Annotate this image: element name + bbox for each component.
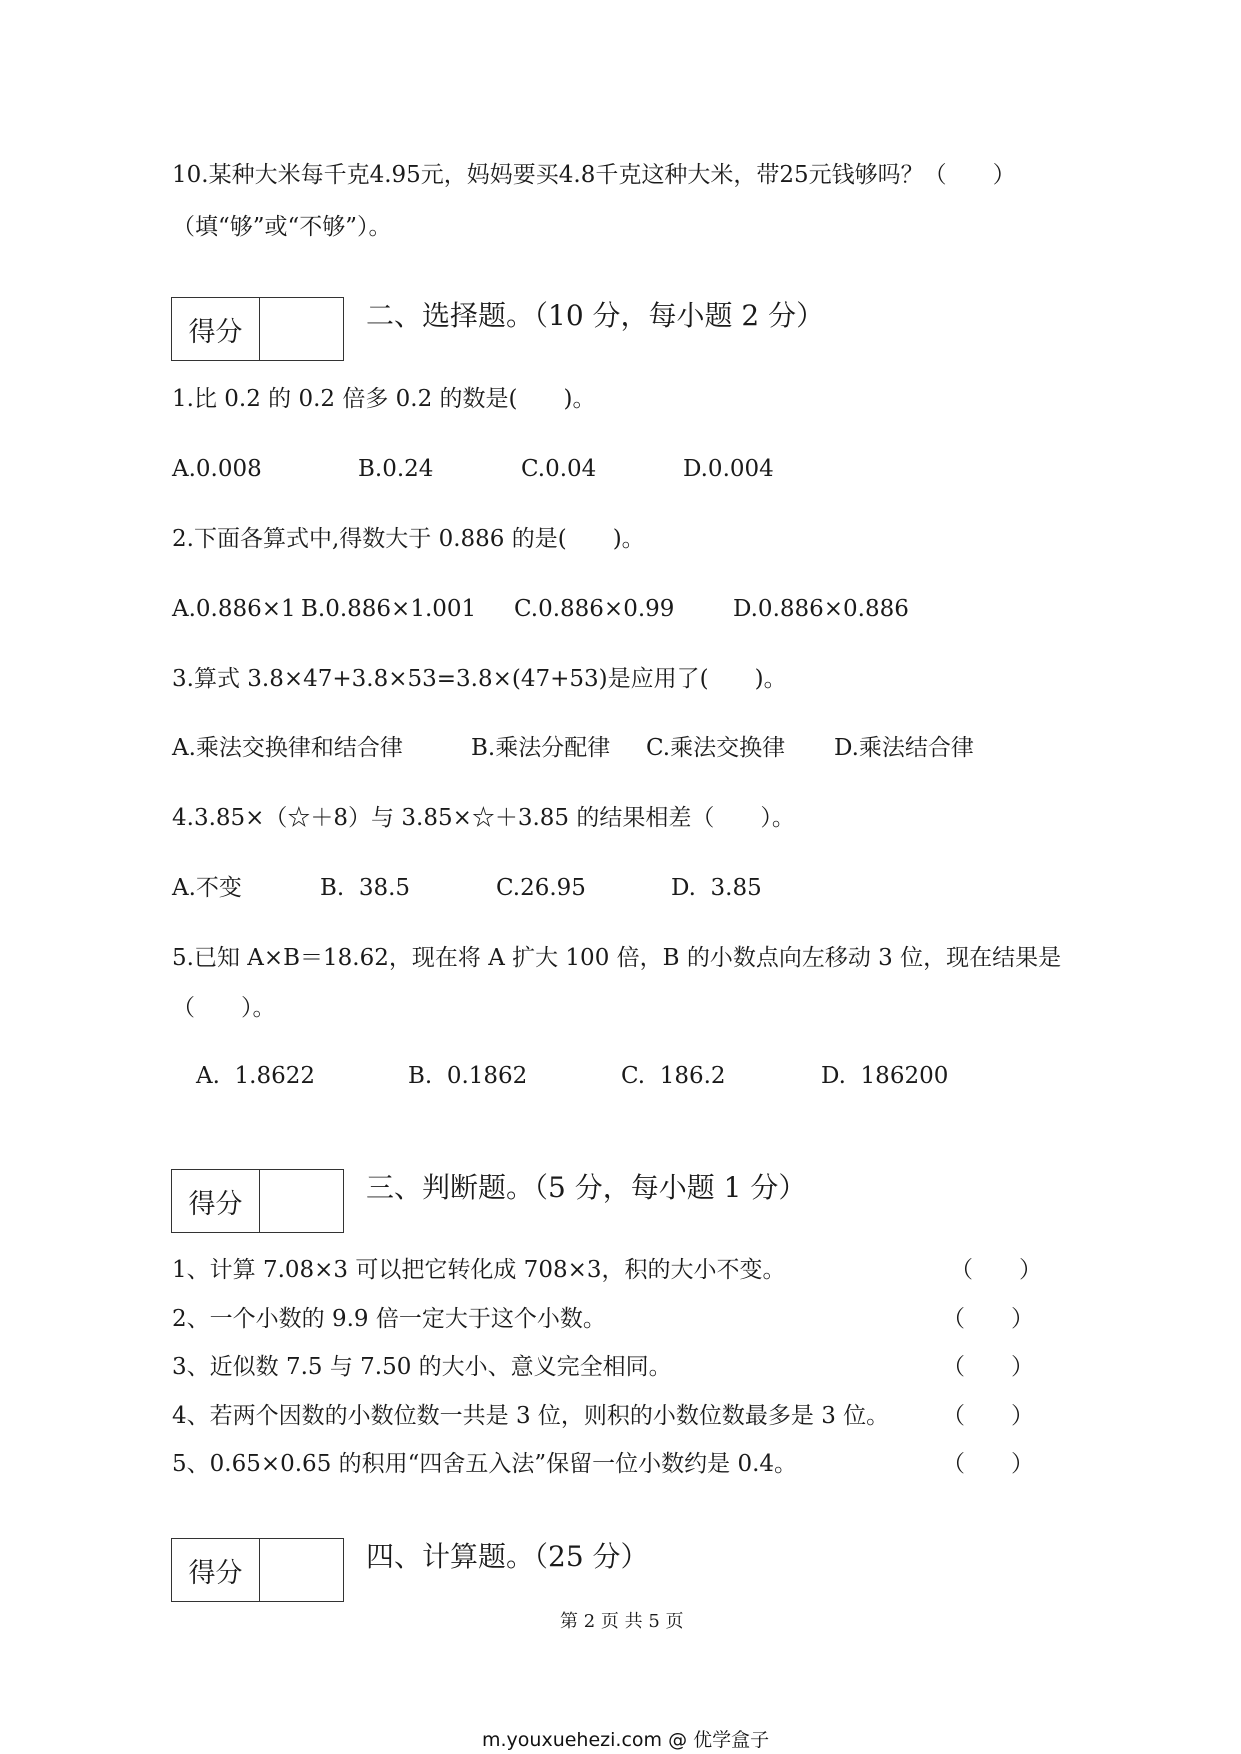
tf-item-3: 3、近似数 7.5 与 7.50 的大小、意义完全相同。 — [172, 1354, 672, 1380]
tf-item-2-paren: （ ） — [942, 1306, 1034, 1332]
mc-q3-option-d: D.乘法结合律 — [834, 735, 974, 761]
section4-title: 四、计算题。（25 分） — [366, 1540, 649, 1573]
mc-q5-option-d: D. 186200 — [821, 1063, 949, 1089]
score-label: 得分 — [172, 1539, 260, 1601]
tf-item-3-paren: （ ） — [942, 1354, 1034, 1380]
score-box-section2 — [171, 297, 344, 361]
tf-item-5: 5、0.65×0.65 的积用“四舍五入法”保留一位小数约是 0.4。 — [172, 1451, 798, 1477]
mc-q4-option-c: C.26.95 — [496, 875, 586, 901]
tf-item-4: 4、若两个因数的小数位数一共是 3 位，则积的小数位数最多是 3 位。 — [172, 1403, 890, 1429]
score-value-field[interactable] — [260, 1539, 343, 1601]
mc-q3-option-c: C.乘法交换律 — [646, 735, 786, 761]
score-box-section3 — [171, 1169, 344, 1233]
mc-q2-option-a: A.0.886×1 — [172, 596, 296, 622]
mc-question-5-line1: 5.已知 A×B＝18.62，现在将 A 扩大 100 倍，B 的小数点向左移动 3 位，现在结果是 — [172, 945, 1062, 971]
mc-q1-option-b: B.0.24 — [358, 456, 434, 482]
mc-q2-option-c: C.0.886×0.99 — [514, 596, 675, 622]
watermark: m.youxuehezi.com @ 优学盒子 — [482, 1729, 770, 1751]
question-10-line1: 10.某种大米每千克4.95元，妈妈要买4.8千克这种大米，带25元钱够吗？（ ） — [172, 162, 1016, 188]
page-number: 第 2 页 共 5 页 — [560, 1611, 684, 1632]
mc-q1-option-d: D.0.004 — [683, 456, 774, 482]
mc-q2-option-b: B.0.886×1.001 — [301, 596, 477, 622]
tf-item-1: 1、计算 7.08×3 可以把它转化成 708×3，积的大小不变。 — [172, 1257, 786, 1283]
tf-item-4-paren: （ ） — [942, 1403, 1034, 1429]
section2-title: 二、选择题。（10 分，每小题 2 分） — [366, 299, 825, 332]
score-label: 得分 — [172, 298, 260, 360]
mc-q5-option-c: C. 186.2 — [621, 1063, 726, 1089]
score-box-section4 — [171, 1538, 344, 1602]
mc-question-3: 3.算式 3.8×47+3.8×53=3.8×(47+53)是应用了( )。 — [172, 666, 787, 692]
mc-q1-option-a: A.0.008 — [172, 456, 262, 482]
question-10-line2: （填“够”或“不够”）。 — [172, 214, 392, 240]
mc-question-5-line2: （ ）。 — [172, 995, 276, 1021]
score-value-field[interactable] — [260, 298, 343, 360]
tf-item-1-paren: （ ） — [950, 1257, 1042, 1283]
tf-item-5-paren: （ ） — [942, 1451, 1034, 1477]
tf-item-2: 2、一个小数的 9.9 倍一定大于这个小数。 — [172, 1306, 606, 1332]
mc-q5-option-a: A. 1.8622 — [196, 1063, 316, 1089]
mc-q4-option-b: B. 38.5 — [320, 875, 411, 901]
section3-title: 三、判断题。（5 分，每小题 1 分） — [366, 1171, 807, 1204]
mc-q3-option-a: A.乘法交换律和结合律 — [172, 735, 403, 761]
mc-q5-option-b: B. 0.1862 — [408, 1063, 528, 1089]
mc-q4-option-a: A.不变 — [172, 875, 242, 901]
mc-question-2: 2.下面各算式中,得数大于 0.886 的是( )。 — [172, 526, 645, 552]
score-label: 得分 — [172, 1170, 260, 1232]
mc-q4-option-d: D. 3.85 — [671, 875, 762, 901]
mc-q2-option-d: D.0.886×0.886 — [733, 596, 909, 622]
mc-question-4: 4.3.85×（☆＋8）与 3.85×☆＋3.85 的结果相差（ ）。 — [172, 805, 795, 831]
mc-q1-option-c: C.0.04 — [521, 456, 597, 482]
mc-question-1: 1.比 0.2 的 0.2 倍多 0.2 的数是( )。 — [172, 386, 596, 412]
mc-q3-option-b: B.乘法分配律 — [471, 735, 611, 761]
score-value-field[interactable] — [260, 1170, 343, 1232]
